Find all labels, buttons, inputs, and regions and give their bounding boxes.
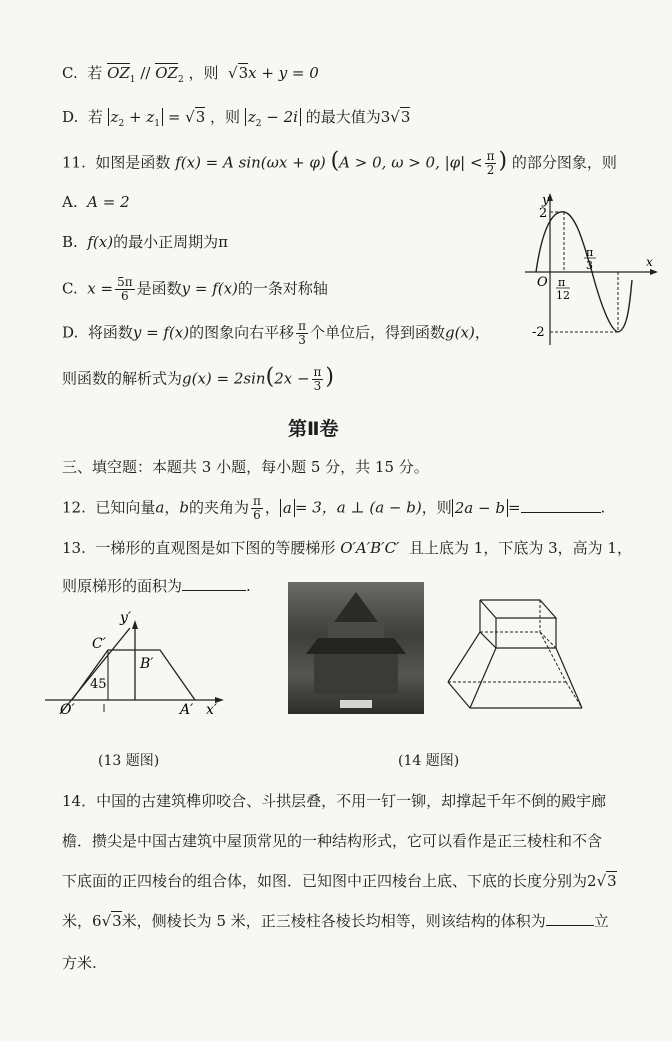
q13-trapezoid-figure [40, 608, 230, 718]
q11-option-a: A. A = 2 [62, 193, 130, 211]
graph-x-label: x [646, 255, 653, 269]
q14-frustum-figure [440, 590, 600, 720]
q11-sine-graph [520, 190, 660, 350]
q11-option-c: C. x = $\frac{5\pi}{6}$ 是函数y = f(x)的一条对称轴 [62, 275, 328, 303]
fig13-A: A′ [180, 702, 194, 718]
graph-tick-3: 3 [586, 259, 593, 272]
q14-line-2: 檐．攒尖是中国古建筑中屋顶常见的一种结构形式，它可以看作是正三棱柱和不含 [62, 832, 603, 850]
q13-stem-1: 13. 一梯形的直观图是如下图的等腰梯形 O′A′B′C′ 且上底为 1，下底为 3，高为 1， [62, 539, 632, 557]
fig13-y: y′ [120, 610, 132, 626]
graph-ymin: -2 [532, 325, 545, 340]
graph-origin: O [537, 275, 548, 290]
q14-line-4: 米，6√3米，侧棱长为 5 米，正三棱柱各棱长均相等，则该结构的体积为 立 [62, 912, 609, 930]
q12-stem: 12. 已知向量a，b的夹角为 $\frac{\pi}{6}$ ， a = 3，a ⊥ (a − b)，则 2a − b = . [62, 494, 606, 522]
fig13-angle: 45 [90, 677, 107, 692]
graph-tick-pi1: π [558, 276, 566, 289]
fig13-C: C′ [92, 636, 106, 652]
q11-option-b: B. f(x)的最小正周期为π [62, 233, 228, 251]
q14-caption: (14 题图) [398, 753, 460, 769]
q14-answer-blank[interactable] [546, 911, 594, 926]
graph-tick-pi2: π [586, 246, 594, 259]
x-axis-arrow [650, 269, 658, 275]
q13-caption: (13 题图) [98, 753, 160, 769]
q12-answer-blank[interactable] [521, 498, 601, 513]
graph-ymax: 2 [539, 206, 548, 221]
q13-answer-blank[interactable] [182, 576, 246, 591]
part3-heading: 三、填空题：本题共 3 小题，每小题 5 分，共 15 分。 [62, 458, 429, 476]
q14-line-3: 下底面的正四棱台的组合体，如图．已知图中正四棱台上底、下底的长度分别为2√3 [62, 872, 617, 890]
q14-building-photo [288, 582, 424, 714]
q13-stem-2: 则原梯形的面积为 . [62, 577, 251, 595]
graph-tick-12: 12 [556, 289, 570, 302]
q14-line-5: 方米. [62, 954, 97, 972]
graph-y-label: y [542, 193, 550, 208]
trapezoid [72, 650, 195, 700]
q11-option-d-cont: 则函数的解析式为g(x) = 2sin(2x − $\frac{\pi}{3}$ ) [62, 364, 335, 393]
fig13-O: O′ [60, 702, 75, 718]
fig13-x: x′ [206, 702, 218, 718]
section-title: 第Ⅱ卷 [288, 418, 339, 440]
q11-stem: 11. 如图是函数 f(x) = A sin(ωx + φ) (A > 0, ω > 0, |φ| < $\frac{\pi}{2}$ ) 的部分图象，则 [62, 148, 617, 177]
q14-line-1: 14．中国的古建筑榫卯咬合、斗拱层叠，不用一钉一铆，却撑起千年不倒的殿宇廊 [62, 792, 607, 810]
fig13-B: B′ [140, 656, 154, 672]
q10-option-c: C. 若 $OZ_1 // OZ_2$ ，则 √3x + y = 0 [62, 64, 319, 85]
q11-option-d: D. 将函数y = f(x)的图象向右平移 $\frac{\pi}{3}$ 个单位后，得到函数g(x)， [62, 319, 490, 347]
q10-option-d: D. 若 $z_2 + z_1 = √3$ ，则 $z_2 - 2i$ 的最大值为3√3 [62, 108, 411, 129]
